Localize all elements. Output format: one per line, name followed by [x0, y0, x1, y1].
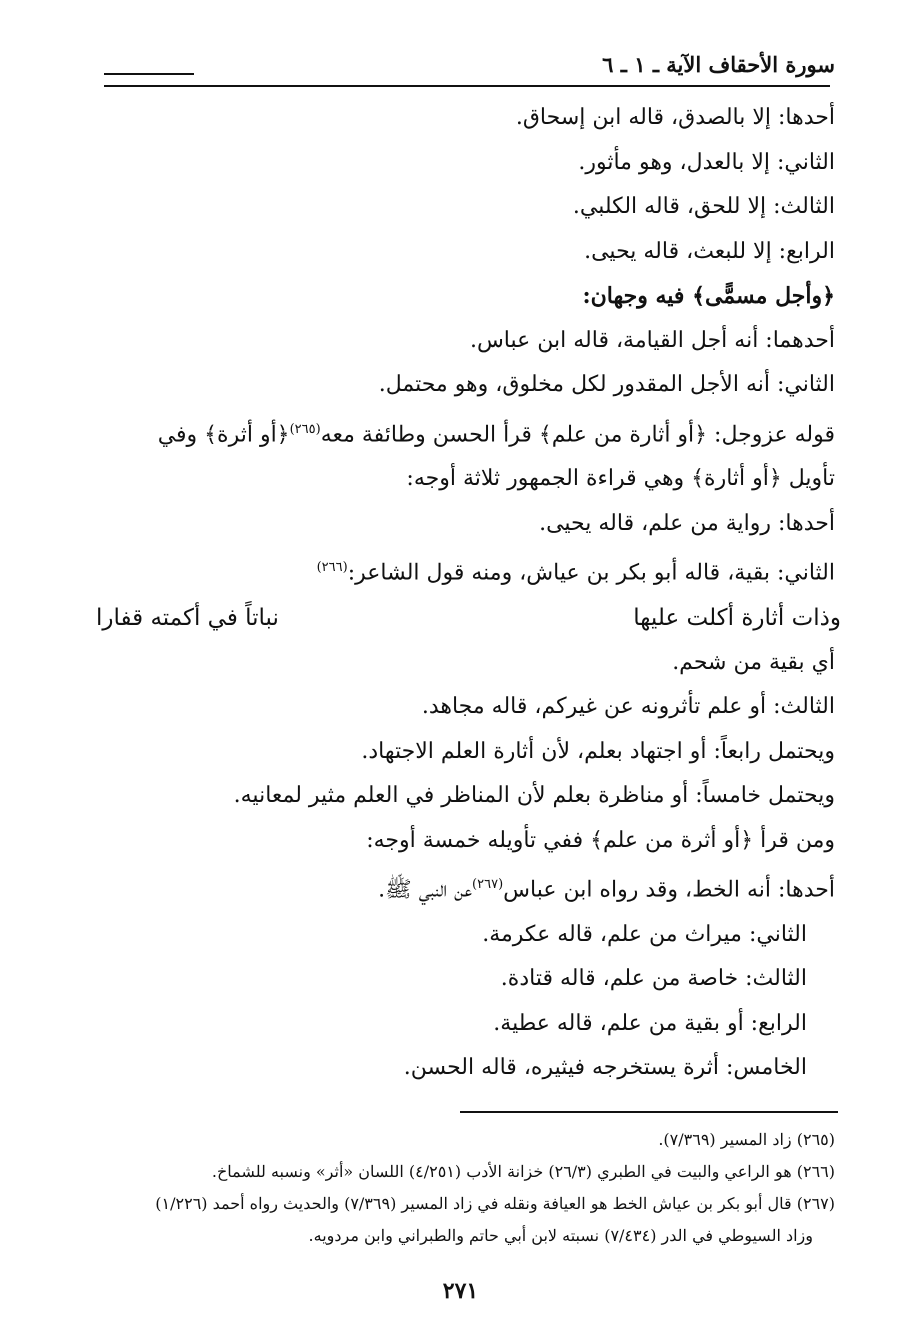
quran-verse-line: ﴿وأجل مسمًّى﴾ فيه وجهان:	[582, 283, 835, 309]
page-number: ٢٧١	[442, 1278, 479, 1304]
footnotes	[90, 1124, 835, 1252]
text-segment: أحدها: أنه الخط، وقد رواه ابن عباس	[503, 877, 835, 903]
header-rule-short	[104, 73, 194, 75]
running-header: سورة الأحقاف الآية ـ ١ ـ ٦	[602, 52, 835, 77]
text-line: تأويل ﴿أو أثارة﴾ وهي قراءة الجمهور ثلاثة أوجه:	[406, 466, 835, 492]
text-line	[96, 408, 835, 458]
text-line: الرابع: أو بقية من علم، قاله عطية.	[493, 1010, 807, 1036]
footnote-ref-267[interactable]: (٢٦٧)	[472, 877, 504, 893]
footnote-267: (٢٦٧) قال أبو بكر بن عياش الخط هو العيافة ونقله في زاد المسير (٧/٣٦٩) والحديث رواه أحمد (١/٢٢٦)	[155, 1194, 835, 1213]
text-segment: ﴿أو أثرة﴾ وفي	[157, 421, 290, 447]
text-line	[96, 863, 835, 913]
text-segment: عن النبي ﷺ.	[378, 877, 473, 903]
text-segment: قوله عزوجل: ﴿أو أثارة من علم﴾ قرأ الحسن وطائفة معه	[320, 421, 835, 447]
text-line: الرابع: إلا للبعث، قاله يحيى.	[584, 238, 835, 264]
text-line: ومن قرأ ﴿أو أثرة من علم﴾ ففي تأويله خمسة أوجه:	[366, 827, 835, 853]
text-line: الثالث: إلا للحق، قاله الكلبي.	[572, 194, 835, 219]
text-line: أحدهما: أنه أجل القيامة، قاله ابن عباس.	[469, 327, 835, 353]
text-line: أحدها: إلا بالصدق، قاله ابن إسحاق.	[515, 105, 835, 130]
footnote-266: (٢٦٦) هو الراعي والبيت في الطبري (٢٦/٣) خزانة الأدب (٤/٢٥١) اللسان «أثر» ونسبه للشماخ.	[211, 1162, 835, 1181]
footnote-separator	[460, 1111, 838, 1113]
poem-verse	[96, 596, 841, 641]
text-line: الثاني: إلا بالعدل، وهو مأثور.	[578, 149, 835, 175]
poem-second-hemistich: نباتاً في أكمته قفارا	[96, 605, 279, 632]
text-line: ويحتمل رابعاً: أو اجتهاد بعلم، لأن أثارة العلم الاجتهاد.	[361, 738, 835, 764]
text-line: أي بقية من شحم.	[672, 649, 835, 675]
footnote-ref-265[interactable]: (٢٦٥)	[289, 421, 321, 437]
text-line: أحدها: رواية من علم، قاله يحيى.	[539, 510, 835, 536]
header-rule	[104, 85, 830, 87]
text-line: الثالث: خاصة من علم، قاله قتادة.	[500, 966, 807, 992]
text-line: الثالث: أو علم تأثرونه عن غيركم، قاله مجاهد.	[421, 694, 835, 720]
footnote-265: (٢٦٥) زاد المسير (٧/٣٦٩).	[658, 1130, 835, 1149]
text-line: الثاني: أنه الأجل المقدور لكل مخلوق، وهو محتمل.	[378, 372, 835, 397]
main-text	[96, 96, 841, 1091]
text-line: الخامس: أثرة يستخرجه فيثيره، قاله الحسن.	[403, 1055, 807, 1081]
footnote-267-continued: وزاد السيوطي في الدر (٧/٤٣٤) نسبته لابن أبي حاتم والطبراني وابن مردويه.	[308, 1226, 813, 1245]
text-segment: الثاني: بقية، قاله أبو بكر بن عياش، ومنه قول الشاعر:	[347, 560, 835, 586]
footnote-ref-266[interactable]: (٢٦٦)	[316, 560, 348, 576]
poem-first-hemistich: وذات أثارة أكلت عليها	[633, 605, 841, 632]
text-line: الثاني: ميراث من علم، قاله عكرمة.	[482, 921, 807, 947]
text-line: ويحتمل خامساً: أو مناظرة بعلم لأن المناظر في العلم مثير لمعانيه.	[233, 783, 835, 809]
text-line	[96, 546, 835, 596]
